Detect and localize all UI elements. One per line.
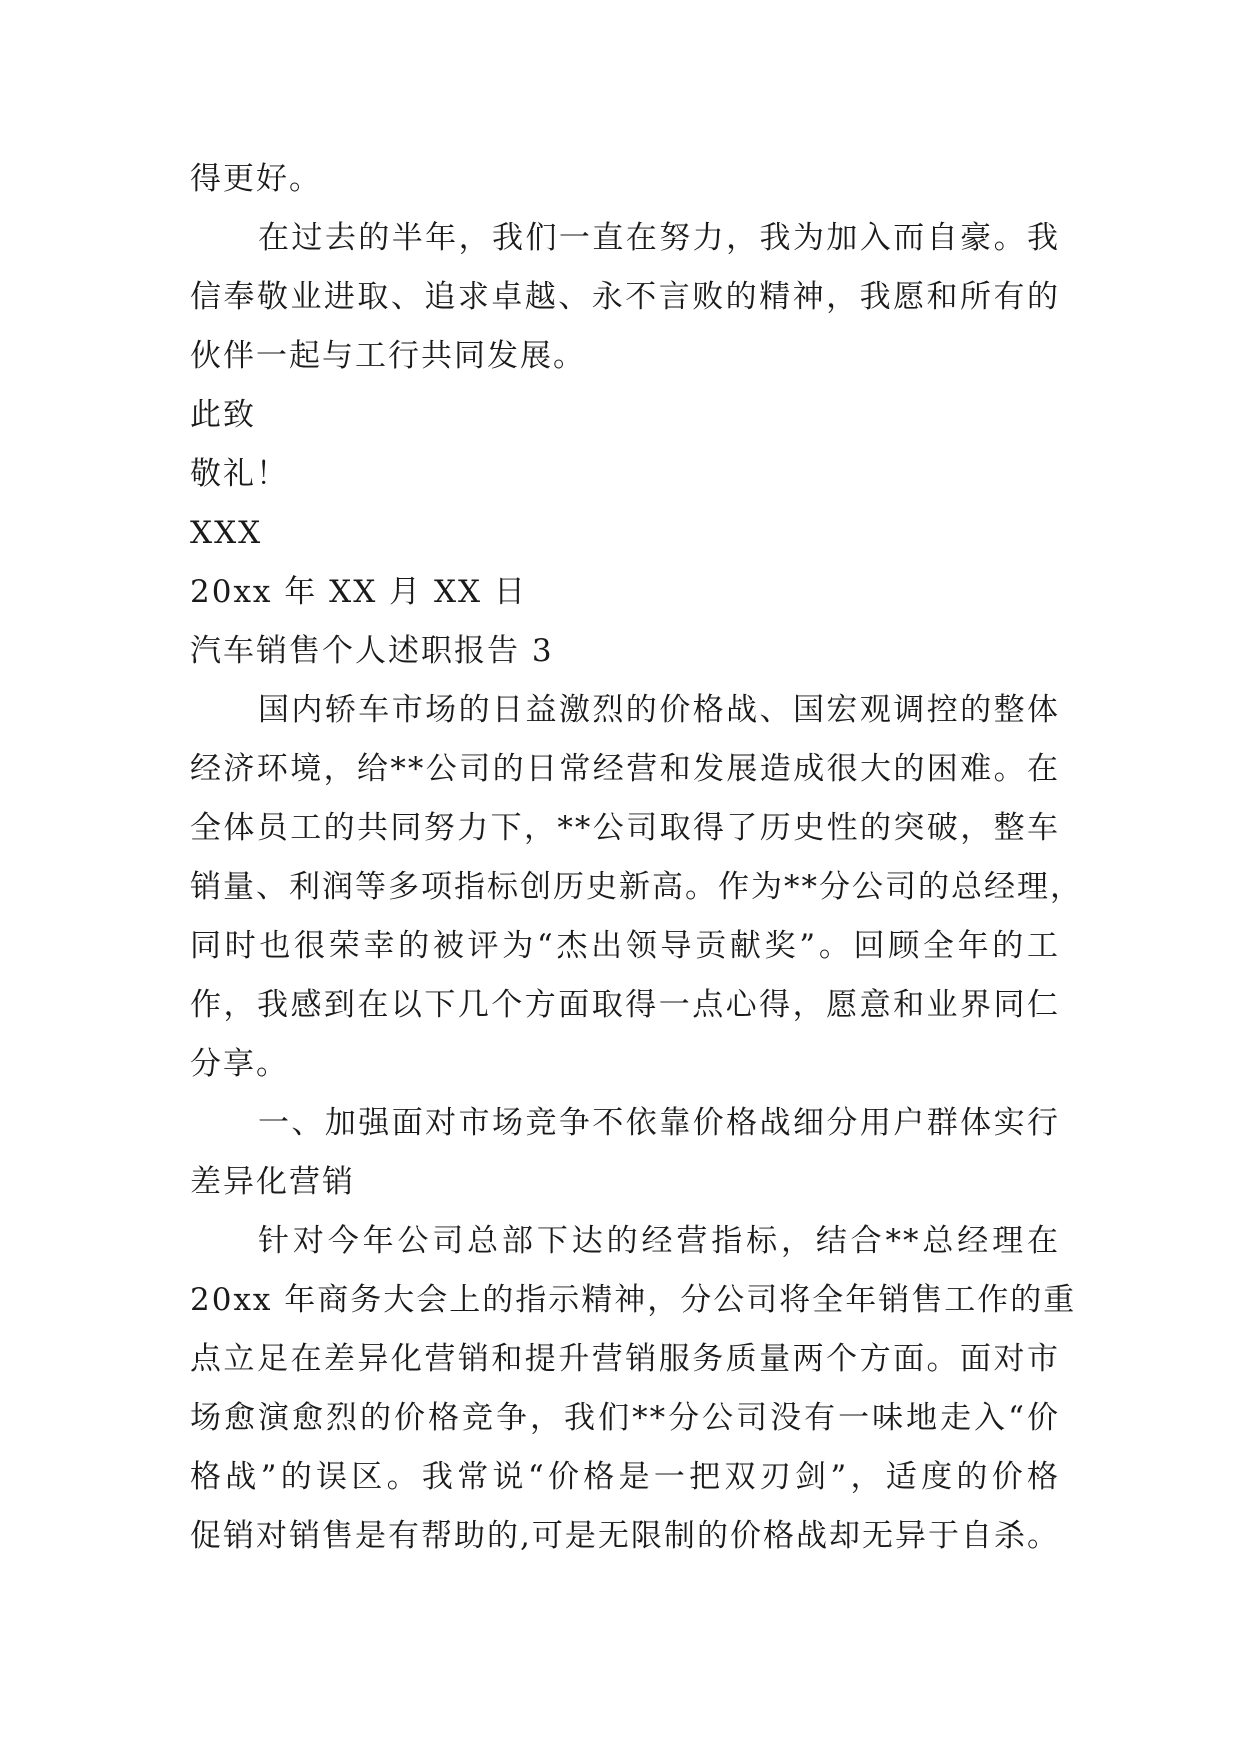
text-line: 信奉敬业进取、追求卓越、永不言败的精神，我愿和所有的 (190, 279, 1060, 315)
text-line: 销量、利润等多项指标创历史新高。作为**分公司的总经理， (190, 869, 1083, 905)
text-line: 格战”的误区。我常说“价格是一把双刃剑”，适度的价格 (190, 1459, 1060, 1495)
document-body (190, 150, 1083, 1566)
text-line: 得更好。 (190, 161, 322, 197)
paragraph-first-line: 国内轿车市场的日益激烈的价格战、国宏观调控的整体 (258, 692, 1060, 728)
text-line: 经济环境，给**公司的日常经营和发展造成很大的困难。在 (190, 751, 1060, 787)
heading-line: 一、加强面对市场竞争不依靠价格战细分用户群体实行 (258, 1105, 1060, 1141)
text-line: 分享。 (190, 1046, 289, 1082)
text-line: 促销对销售是有帮助的,可是无限制的价格战却无异于自杀。 (190, 1518, 1060, 1554)
text-line: 点立足在差异化营销和提升营销服务质量两个方面。面对市 (190, 1341, 1060, 1377)
closing-salutation: 此致 (190, 397, 256, 433)
text-line: 同时也很荣幸的被评为“杰出领导贡献奖”。回顾全年的工 (190, 928, 1060, 964)
text-line: 作，我感到在以下几个方面取得一点心得，愿意和业界同仁 (190, 987, 1060, 1023)
text-line: 场愈演愈烈的价格竞争，我们**分公司没有一味地走入“价 (190, 1400, 1060, 1436)
paragraph-first-line: 针对今年公司总部下达的经营指标，结合**总经理在 (258, 1223, 1060, 1259)
signature-date: 20xx 年 XX 月 XX 日 (190, 574, 527, 610)
signature-name: XXX (190, 515, 263, 551)
paragraph-first-line: 在过去的半年，我们一直在努力，我为加入而自豪。我 (258, 220, 1060, 256)
text-line: 全体员工的共同努力下，**公司取得了历史性的突破，整车 (190, 810, 1060, 846)
text-line: 伙伴一起与工行共同发展。 (190, 338, 586, 374)
section-title: 汽车销售个人述职报告 3 (190, 633, 554, 669)
closing-regards: 敬礼！ (190, 456, 289, 492)
text-line: 20xx 年商务大会上的指示精神，分公司将全年销售工作的重 (190, 1282, 1077, 1318)
heading-line: 差异化营销 (190, 1164, 355, 1200)
